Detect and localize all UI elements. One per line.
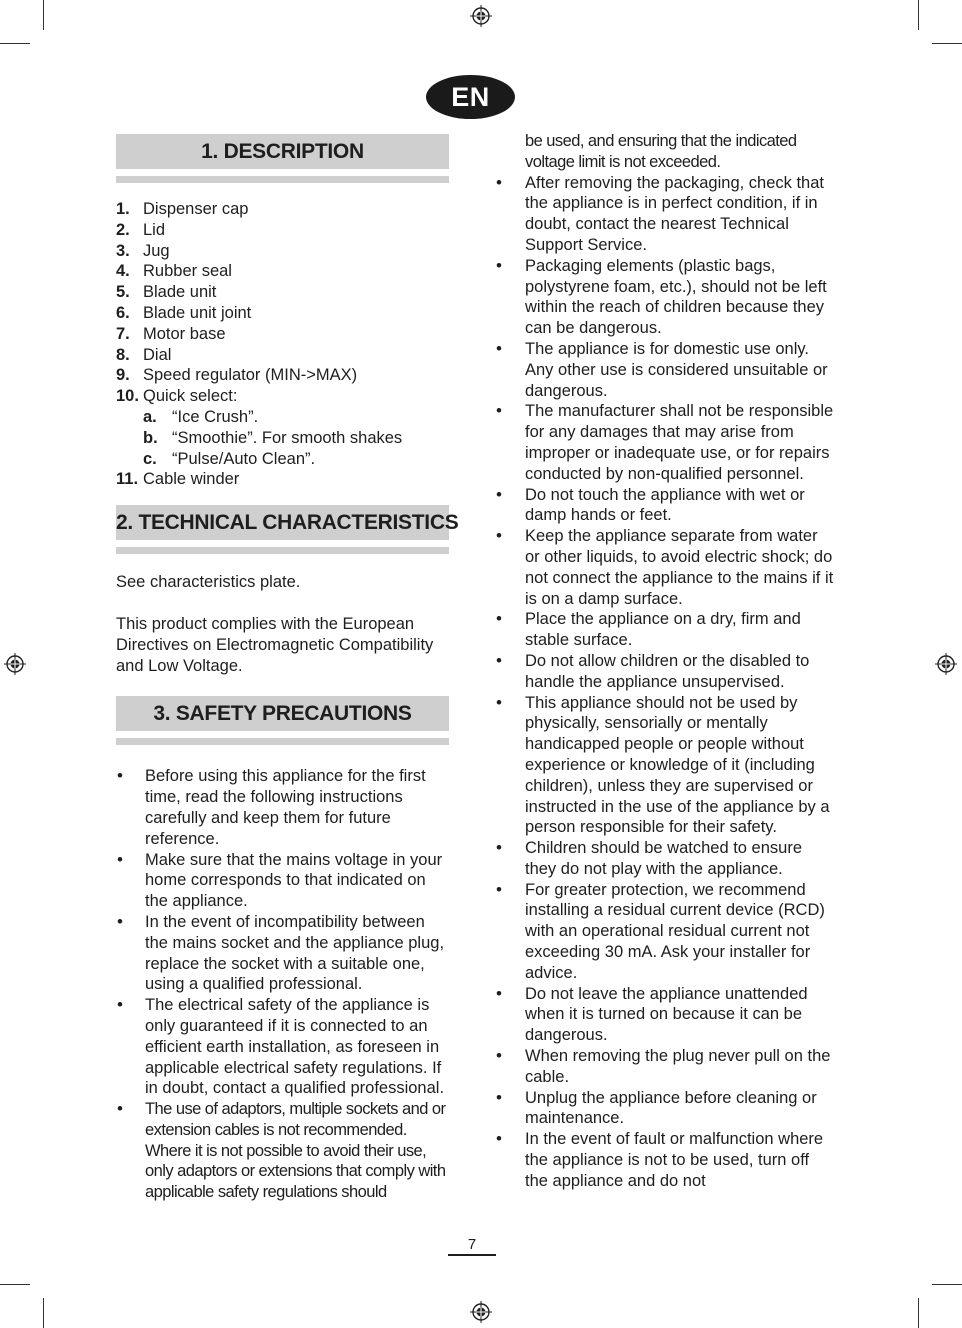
- list-item: • Make sure that the mains voltage in your home corresponds to that indicated on the appliance.: [116, 850, 449, 912]
- continued-text: be used, and ensuring that the indicated voltage limit is not exceeded.: [525, 132, 797, 171]
- list-item: 6. Blade unit joint: [116, 303, 252, 322]
- parts-list: [116, 199, 449, 490]
- registration-mark-icon: [470, 5, 492, 27]
- crop-mark: [918, 0, 919, 30]
- list-item: • Unplug the appliance before cleaning or maintenance.: [495, 1088, 835, 1130]
- list-item: • For greater protection, we recommend installing a residual current device (RCD) with an operational residual current not exceeding 30 mA. Ask your installer for advice.: [495, 880, 835, 984]
- list-item: 3. Jug: [116, 241, 170, 260]
- list-item: • Children should be watched to ensure they do not play with the appliance.: [495, 838, 835, 880]
- section-heading-technical: 2. TECHNICAL CHARACTERISTICS: [116, 505, 449, 540]
- safety-list-left: [116, 766, 449, 1203]
- list-item: • After removing the packaging, check that the appliance is in perfect condition, if in doubt, contact the nearest Technical Support Service.: [495, 173, 835, 256]
- registration-mark-icon: [4, 653, 26, 675]
- crop-mark: [932, 43, 962, 44]
- list-item: • Do not touch the appliance with wet or damp hands or feet.: [495, 485, 835, 527]
- list-item: • This appliance should not be used by physically, sensorially or mentally handicapped people or people without experience or knowledge of it (including children), unless they are supervised or instructed in the use of the appliance by a person responsible for their safety.: [495, 693, 835, 839]
- crop-mark: [43, 0, 44, 30]
- list-item: 5. Blade unit: [116, 283, 217, 302]
- section-divider: [116, 176, 449, 183]
- list-item: 9. Speed regulator (MIN->MAX): [116, 366, 358, 385]
- list-item: • Place the appliance on a dry, firm and stable surface.: [495, 609, 835, 651]
- left-column: [116, 134, 459, 1203]
- right-column: [495, 131, 835, 1192]
- list-item: 7. Motor base: [116, 324, 226, 343]
- list-item: a. “Ice Crush”.: [143, 407, 259, 426]
- registration-mark-icon: [935, 653, 957, 675]
- list-item: • When removing the plug never pull on the cable.: [495, 1046, 835, 1088]
- list-item: 11. Cable winder: [116, 470, 240, 489]
- section-heading-safety: 3. SAFETY PRECAUTIONS: [116, 696, 449, 731]
- list-item: • In the event of incompatibility between the mains socket and the appliance plug, replace the socket with a suitable one, using a qualified professional.: [116, 912, 449, 995]
- list-item: • The use of adaptors, multiple sockets and or extension cables is not recommended. Where it is not possible to avoid their use, only adaptors or extensions that comply with applicable safety regulations should: [116, 1099, 449, 1203]
- list-item: 4. Rubber seal: [116, 262, 232, 281]
- page-number: 7: [467, 1236, 477, 1253]
- language-badge: EN: [426, 75, 515, 119]
- quick-select-list: [143, 407, 449, 469]
- list-item: • Do not leave the appliance unattended when it is turned on because it can be dangerous.: [495, 984, 835, 1046]
- registration-mark-icon: [470, 1301, 492, 1323]
- list-item: b. “Smoothie”. For smooth shakes: [143, 428, 403, 447]
- crop-mark: [0, 1284, 30, 1285]
- list-item: 10. Quick select: a. “Ice Crush”. b. “Smoothie”. For smooth shakes c. “Pulse/Auto Clean”.: [116, 386, 449, 469]
- list-item: • Before using this appliance for the first time, read the following instructions carefully and keep them for future reference.: [116, 766, 449, 849]
- list-item: • The electrical safety of the appliance is only guaranteed if it is connected to an efficient earth installation, as foreseen in applicable electrical safety regulations. If in doubt, contact a qualified professional.: [116, 995, 449, 1099]
- crop-mark: [918, 1298, 919, 1328]
- compliance-note: This product complies with the European Directives on Electromagnetic Compatibility and Low Voltage.: [116, 614, 434, 675]
- crop-mark: [932, 1284, 962, 1285]
- list-item: • Keep the appliance separate from water or other liquids, to avoid electric shock; do not connect the appliance to the mains if it is on a damp surface.: [495, 526, 835, 609]
- characteristics-note: See characteristics plate.: [116, 573, 301, 592]
- list-item: • The appliance is for domestic use only. Any other use is considered unsuitable or dangerous.: [495, 339, 835, 401]
- list-item: c. “Pulse/Auto Clean”.: [143, 449, 316, 468]
- list-item: 2. Lid: [116, 220, 166, 239]
- list-item: 1. Dispenser cap: [116, 200, 249, 218]
- crop-mark: [43, 1298, 44, 1328]
- section-heading-description: 1. DESCRIPTION: [116, 134, 449, 169]
- list-item: 8. Dial: [116, 345, 172, 364]
- section-divider: [116, 547, 449, 554]
- page-number-underline: [448, 1254, 496, 1256]
- list-item: • Do not allow children or the disabled to handle the appliance unsupervised.: [495, 651, 835, 693]
- crop-mark: [0, 43, 30, 44]
- list-item: • In the event of fault or malfunction where the appliance is not to be used, turn off the appliance and do not: [495, 1129, 835, 1191]
- list-item: • The manufacturer shall not be responsible for any damages that may arise from improper or inadequate use, or for repairs conducted by non-qualified personnel.: [495, 401, 835, 484]
- safety-list-right: [495, 173, 835, 1192]
- section-divider: [116, 738, 449, 745]
- list-item: • Packaging elements (plastic bags, polystyrene foam, etc.), should not be left within the reach of children because they can be dangerous.: [495, 256, 835, 339]
